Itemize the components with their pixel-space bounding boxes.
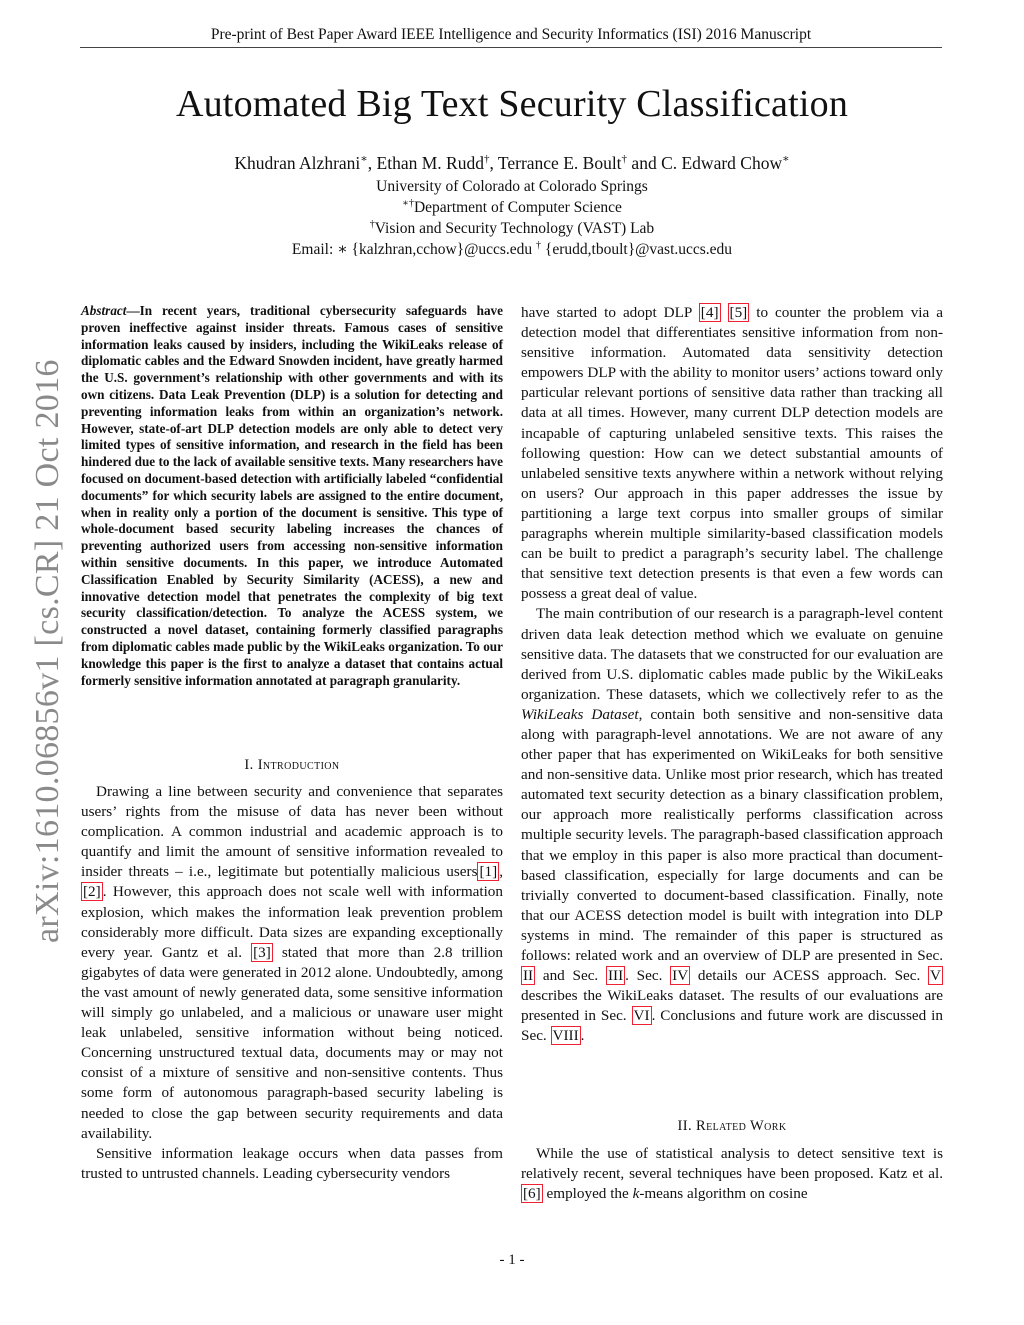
email-line (80, 240, 944, 260)
introduction-body (81, 782, 503, 1184)
citation-link[interactable]: [2] (83, 883, 101, 901)
text-run: The main contribution of our research is a paragraph-level content driven data leak detection method which we evaluate on genuine sensitive data. The datasets that we constructed for our evaluation are derived from U.S. diplomatic cables made public by the WikiLeaks organization. These datasets, which we collectively refer to as the (521, 605, 943, 703)
section-link[interactable]: III (607, 967, 624, 985)
author-name: , Ethan M. Rudd (367, 153, 484, 173)
text-run: . Conclusions and future work are discussed in Sec. (521, 1007, 943, 1045)
math-variable: k (632, 1185, 640, 1203)
citation-link[interactable]: [1] (479, 863, 498, 881)
author-name: , Terrance E. Boult (489, 153, 622, 173)
section-number: I. (244, 757, 258, 773)
citation-link[interactable]: [5] (729, 304, 748, 321)
text-run: stated that more than 2.8 trillion gigabytes of data were generated in 2012 alone. Undoubtedly, among the vast amount of newly generated data, some sensitive information will simply go unlabeled, and a malicious or unaware user might leak unlabeled, sensitive information without being noticed. Concerning unstructured textual data, documents may or may not consist of a mixture of sensitive and non-sensitive contents. Thus some form of autonomous paragraph-based security labeling is needed to close the gap between security requirements and data availability. (81, 943, 503, 1142)
text-run: . Sec. (625, 967, 671, 985)
text-run (721, 304, 728, 321)
paragraph: Sensitive information leakage occurs when data passes from trusted to untrusted channels. Leading cybersecurity vendors (81, 1144, 503, 1182)
text-run: -means algorithm on cosine (639, 1185, 808, 1203)
author-mark: ∗ (360, 153, 368, 166)
running-header: Pre-print of Best Paper Award IEEE Intelligence and Security Informatics (ISI) 2016 Manuscript (80, 26, 942, 48)
author-mark: † (621, 153, 628, 166)
page-number: - 1 - (499, 1252, 525, 1268)
affiliation-department (80, 198, 944, 218)
section-link[interactable]: IV (672, 967, 689, 985)
affiliation-mark: ∗† (402, 197, 414, 209)
paragraph (521, 604, 943, 1046)
section-link[interactable]: VIII (552, 1027, 579, 1045)
section-link[interactable]: II (523, 967, 534, 985)
email-text: Email: ∗ {kalzhran,cchow}@uccs.edu (291, 241, 537, 258)
text-run: details our ACESS approach. Sec. (690, 967, 929, 985)
author-mark: ∗ (782, 153, 790, 166)
paper-title: Automated Big Text Security Classification (175, 83, 849, 125)
affiliation-mark: † (369, 218, 375, 230)
abstract (81, 303, 503, 689)
section-title-text: Related Work (696, 1118, 787, 1134)
section-heading-related-work (521, 1118, 943, 1135)
text-run: and Sec. (535, 967, 606, 985)
affiliation-text: Department of Computer Science (413, 199, 622, 216)
paragraph (521, 1144, 943, 1204)
right-column-body (521, 303, 943, 1046)
section-number: II. (677, 1118, 697, 1134)
email-text: {erudd,tboult}@vast.uccs.edu (541, 241, 733, 258)
citation-link[interactable]: [4] (700, 304, 719, 321)
text-run: . However, this approach does not scale well with information explosion, which makes the information leak prevention problem considerably more difficult. Data sizes are expanding exceptionally every year. Gantz et al. (81, 883, 503, 961)
text-run: , (499, 863, 503, 881)
text-run: While the use of statistical analysis to detect sensitive text is relatively recent, several techniques have been proposed. Katz et al. (521, 1145, 943, 1183)
text-run: . (580, 1027, 585, 1045)
related-work-body (521, 1144, 943, 1204)
affiliation-text: Vision and Security Technology (VAST) Lab (374, 220, 655, 237)
citation-link[interactable]: [6] (523, 1185, 541, 1203)
arxiv-stamp: arXiv:1610.06856v1 [cs.CR] 21 Oct 2016 (29, 359, 66, 943)
author-mark: † (483, 153, 490, 166)
paragraph (81, 782, 503, 1144)
text-run: to counter the problem via a detection model that differentiates sensitive information from non-sensitive information. Automated data sensitivity detection empowers DLP with the ability to monitor users’ actions toward only particular relevant portions of sensitive data rather than tracking all data at all times. However, many current DLP detection models are incapable of capturing unlabeled sensitive texts. This raises the following question: How can we detect substantial amounts of unlabeled sensitive texts anywhere within a network without relying on users? Our approach in this paper addresses the issue by partitioning a large text corpus into smaller groups of similar paragraphs wherein multiple similarity-based classification models can be built to predict a paragraph’s security label. The challenge that sensitive text detection presents is that even a few words can possess a great deal of value. (521, 304, 943, 603)
text-run: employed the (542, 1185, 633, 1203)
citation-link[interactable]: [3] (253, 943, 271, 961)
abstract-label: Abstract (81, 303, 127, 318)
text-run: , contain both sensitive and non-sensitive data along with paragraph-level annotations. We are not aware of any other paper that has experimented on WikiLeaks for both sensitive and non-sensitive data. Unlike most prior research, which has treated automated text security detection as a binary classification problem, our approach more realistically performs classification across multiple security levels. The paragraph-based classification approach that we employ in this paper is also more practical than document-based classification, especially for large documents and can be trivially converted to document-based classification. Finally, note that our ACESS detection model is built with integration into DLP systems in mind. The remainder of this paper is structured as follows: related work and an overview of DLP are presented in Sec. (521, 705, 943, 964)
text-run: have started to adopt DLP (521, 304, 699, 321)
affiliation-lab (80, 219, 944, 239)
affiliation-university: University of Colorado at Colorado Springs (376, 178, 648, 195)
section-title-text: Introduction (257, 757, 340, 773)
author-list (80, 153, 944, 174)
author-name: Khudran Alzhrani (234, 153, 361, 173)
abstract-text: —In recent years, traditional cybersecurity safeguards have proven ineffective against insider threats. Famous cases of sensitive information leaks caused by insiders, including the WikiLeaks release of diplomatic cables and the Edward Snowden incident, have greatly harmed the U.S. government’s relationship with other governments and with its own citizens. Data Leak Prevention (DLP) is a solution for detecting and preventing information leaks from within an organization’s network. However, state-of-art DLP detection models are only able to detect very limited types of sensitive information, and research in the field has been hindered due to the lack of available sensitive texts. Many researchers have focused on document-based detection with artificially labeled “confidential documents” for which security labels are assigned to the entire document, when in reality only a portion of the document is sensitive. This type of whole-document based security labeling increases the chances of preventing authorized users from accessing non-sensitive information within sensitive documents. In this paper, we introduce Automated Classification Enabled by Security Similarity (ACESS), a new and innovative detection model that penetrates the complexity of big text security classification/detection. To analyze the ACESS system, we constructed a novel dataset, containing formerly classified paragraphs from diplomatic cables made public by the WikiLeaks organization. To our knowledge this paper is the first to analyze a dataset that contains actual formerly sensitive information annotated at paragraph granularity. (81, 303, 503, 688)
paragraph (521, 303, 943, 604)
section-link[interactable]: VI (633, 1007, 650, 1025)
section-heading-introduction (81, 757, 503, 774)
text-run: describes the WikiLeaks dataset. The results of our evaluations are presented in Sec. (521, 987, 943, 1025)
author-name: and C. Edward Chow (627, 153, 783, 173)
text-run: Drawing a line between security and convenience that separates users’ rights from the misuse of data has never been without complication. A common industrial and academic approach is to quantify and limit the amount of sensitive information revealed to insider threats – i.e., legitimate but potentially malicious users (81, 783, 503, 881)
section-link[interactable]: V (930, 967, 942, 985)
email-mark: † (536, 239, 542, 251)
dataset-name: WikiLeaks Dataset (521, 705, 639, 723)
